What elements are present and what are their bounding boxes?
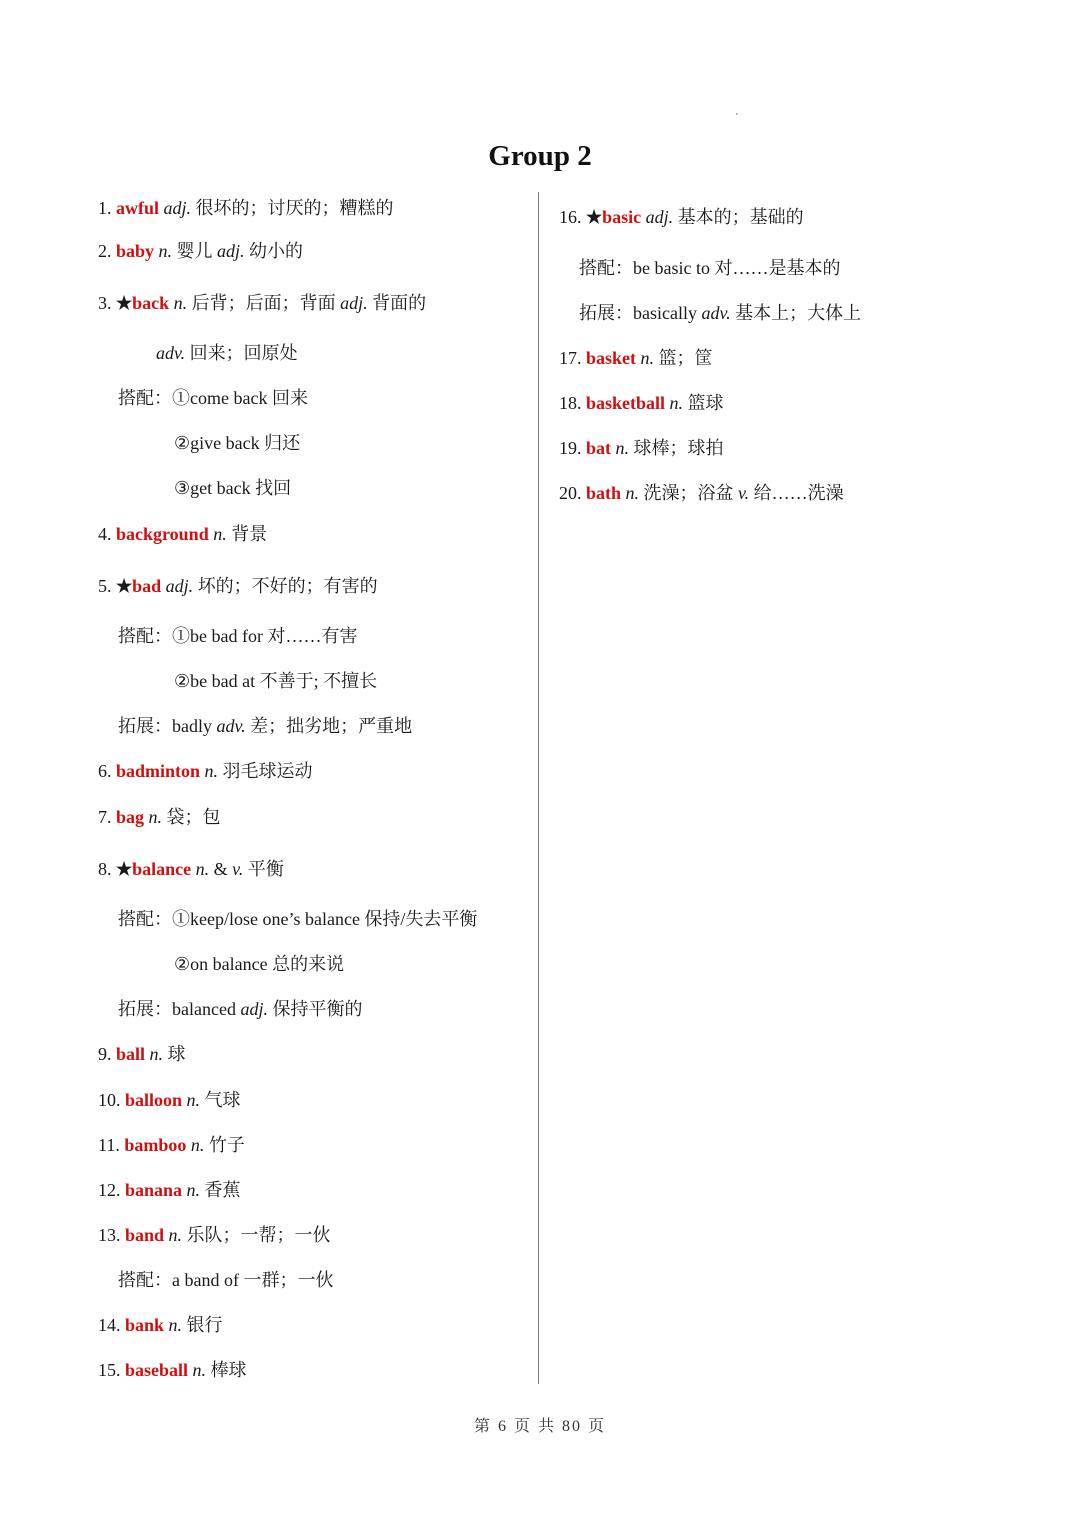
headword: background xyxy=(116,524,209,544)
definition: 后背；后面；背面 xyxy=(187,293,341,313)
entry-number: 16. xyxy=(559,207,582,227)
detail-text: ②on balance 总的来说 xyxy=(174,954,345,974)
vocab-entry xyxy=(98,1042,186,1066)
headword: bamboo xyxy=(124,1135,187,1155)
detail-label: 搭配： xyxy=(118,626,172,646)
entry-number: 8. xyxy=(98,859,112,879)
star-icon: ★ xyxy=(116,859,133,879)
page-footer: 第 6 页 共 80 页 xyxy=(473,1418,606,1435)
headword: baseball xyxy=(125,1360,189,1380)
definition: 背面的 xyxy=(367,293,427,313)
entry-detail-line xyxy=(174,476,291,500)
part-of-speech: n. xyxy=(148,807,163,827)
definition: 坏的；不好的；有害的 xyxy=(193,576,378,596)
part-of-speech: adv. xyxy=(701,303,731,323)
entry-number: 19. xyxy=(559,438,582,458)
definition: 气球 xyxy=(200,1090,241,1110)
entry-detail-line xyxy=(174,952,344,976)
detail-label: 拓展： xyxy=(579,303,633,323)
part-of-speech: n. xyxy=(625,483,640,503)
part-of-speech: n. xyxy=(186,1090,201,1110)
vocab-entry xyxy=(98,1313,223,1337)
star-icon: ★ xyxy=(116,293,133,313)
detail-text: ②give back 归还 xyxy=(174,433,301,453)
vocab-entry xyxy=(559,391,724,415)
part-of-speech: n. xyxy=(669,393,684,413)
detail-text: ③get back 找回 xyxy=(174,478,292,498)
detail-label: 搭配： xyxy=(118,1270,172,1290)
headword: badminton xyxy=(116,761,201,781)
part-of-speech: n. xyxy=(195,859,210,879)
part-of-speech: n. xyxy=(149,1044,164,1064)
definition: 平衡 xyxy=(243,859,284,879)
detail-label: 搭配： xyxy=(118,909,172,929)
vocab-entry xyxy=(98,1223,331,1247)
part-of-speech: n. xyxy=(190,1135,205,1155)
vocab-entry xyxy=(98,857,284,881)
headword: bank xyxy=(125,1315,165,1335)
entry-detail-line xyxy=(118,624,357,648)
vocab-entry xyxy=(98,1133,245,1157)
entry-number: 3. xyxy=(98,293,112,313)
vocab-entry xyxy=(98,759,313,783)
entry-number: 9. xyxy=(98,1044,112,1064)
headword: basketball xyxy=(586,393,666,413)
part-of-speech: n. xyxy=(615,438,630,458)
entry-detail-line xyxy=(118,997,362,1021)
entry-number: 20. xyxy=(559,483,582,503)
definition: 羽毛球运动 xyxy=(218,761,313,781)
part-of-speech: n. xyxy=(158,241,173,261)
headword: banana xyxy=(125,1180,183,1200)
definition: 篮；筐 xyxy=(654,348,713,368)
vocab-entry xyxy=(98,1178,241,1202)
entry-detail-line xyxy=(579,256,840,280)
entry-number: 4. xyxy=(98,524,112,544)
detail-text: ①be bad for 对……有害 xyxy=(172,626,358,646)
part-of-speech: adv. xyxy=(216,716,246,736)
part-of-speech: n. xyxy=(204,761,219,781)
part-of-speech: adv. xyxy=(156,343,186,363)
part-of-speech: v. xyxy=(232,859,244,879)
entry-number: 13. xyxy=(98,1225,121,1245)
entry-number: 6. xyxy=(98,761,112,781)
entry-detail-line xyxy=(118,714,412,738)
headword: bad xyxy=(132,576,162,596)
detail-label: 搭配： xyxy=(118,388,172,408)
part-of-speech: n. xyxy=(186,1180,201,1200)
star-icon: ★ xyxy=(116,576,133,596)
headword: bag xyxy=(116,807,145,827)
vocab-entry xyxy=(98,522,267,546)
definition: 背景 xyxy=(226,524,268,544)
vocab-entry xyxy=(98,1358,247,1382)
definition: 给……洗澡 xyxy=(749,483,844,503)
part-of-speech: adj. xyxy=(340,293,368,313)
part-of-speech: n. xyxy=(173,293,188,313)
entry-number: 12. xyxy=(98,1180,121,1200)
detail-text: 基本上；大体上 xyxy=(730,303,862,323)
definition: 很坏的；讨厌的；糟糕的 xyxy=(191,198,394,218)
entry-number: 17. xyxy=(559,348,582,368)
definition: 洗澡；浴盆 xyxy=(639,483,739,503)
part-of-speech: n. xyxy=(168,1315,183,1335)
detail-text: ①keep/lose one’s balance 保持/失去平衡 xyxy=(172,909,478,929)
headword: balance xyxy=(132,859,192,879)
headword: basic xyxy=(602,207,642,227)
detail-text: 保持平衡的 xyxy=(267,999,363,1019)
part-of-speech: n. xyxy=(192,1360,207,1380)
headword: ball xyxy=(116,1044,146,1064)
definition: 基本的；基础的 xyxy=(673,207,804,227)
vocab-entry xyxy=(98,805,221,829)
entry-number: 5. xyxy=(98,576,112,596)
part-of-speech: adj. xyxy=(240,999,268,1019)
part-of-speech: n. xyxy=(168,1225,183,1245)
entry-detail-line xyxy=(118,386,308,410)
headword: bat xyxy=(586,438,612,458)
speck xyxy=(736,113,738,115)
headword: baby xyxy=(116,241,155,261)
detail-text: badly xyxy=(172,716,217,736)
detail-text: ①come back 回来 xyxy=(172,388,308,408)
definition: & xyxy=(209,859,233,879)
vocab-entry xyxy=(98,574,378,598)
vocab-entry xyxy=(98,291,426,315)
part-of-speech: adj. xyxy=(217,241,245,261)
entry-number: 10. xyxy=(98,1090,121,1110)
entry-detail-line xyxy=(118,907,477,931)
part-of-speech: adj. xyxy=(163,198,192,218)
entry-detail-line xyxy=(579,301,861,325)
detail-text: balanced xyxy=(172,999,241,1019)
headword: balloon xyxy=(125,1090,183,1110)
definition: 香蕉 xyxy=(200,1180,241,1200)
detail-text: a band of 一群；一伙 xyxy=(172,1270,334,1290)
detail-label: 拓展： xyxy=(118,716,172,736)
vocab-entry xyxy=(98,239,303,263)
entry-detail-line xyxy=(118,1268,333,1292)
vocab-entry xyxy=(98,1088,241,1112)
entry-number: 7. xyxy=(98,807,112,827)
definition: 幼小的 xyxy=(244,241,304,261)
entry-detail-line xyxy=(156,341,298,365)
headword: basket xyxy=(586,348,637,368)
entry-number: 1. xyxy=(98,198,112,218)
vocab-entry xyxy=(559,346,713,370)
vocab-entry xyxy=(559,205,804,229)
detail-label: 搭配： xyxy=(579,258,633,278)
definition: 棒球 xyxy=(206,1360,247,1380)
entry-detail-line xyxy=(174,669,377,693)
headword: back xyxy=(132,293,170,313)
entry-number: 18. xyxy=(559,393,582,413)
detail-text: 回来；回原处 xyxy=(185,343,298,363)
detail-text: basically xyxy=(633,303,702,323)
detail-label: 拓展： xyxy=(118,999,172,1019)
part-of-speech: adj. xyxy=(645,207,674,227)
column-divider xyxy=(538,192,539,1384)
part-of-speech: n. xyxy=(213,524,227,544)
headword: band xyxy=(125,1225,165,1245)
part-of-speech: n. xyxy=(640,348,655,368)
definition: 婴儿 xyxy=(172,241,218,261)
vocab-entry xyxy=(98,196,394,220)
part-of-speech: adj. xyxy=(165,576,194,596)
definition: 银行 xyxy=(182,1315,223,1335)
definition: 球 xyxy=(163,1044,186,1064)
definition: 篮球 xyxy=(683,393,724,413)
vocab-entry xyxy=(559,436,724,460)
definition: 竹子 xyxy=(204,1135,245,1155)
definition: 袋；包 xyxy=(162,807,221,827)
entry-number: 15. xyxy=(98,1360,121,1380)
star-icon: ★ xyxy=(586,207,603,227)
detail-text: be basic to 对……是基本的 xyxy=(633,258,841,278)
definition: 乐队；一帮；一伙 xyxy=(182,1225,331,1245)
entry-number: 2. xyxy=(98,241,112,261)
entry-detail-line xyxy=(174,431,300,455)
vocab-entry xyxy=(559,481,844,505)
part-of-speech: v. xyxy=(738,483,750,503)
headword: awful xyxy=(116,198,160,218)
detail-text: 差；拙劣地；严重地 xyxy=(245,716,413,736)
headword: bath xyxy=(586,483,622,503)
detail-text: ②be bad at 不善于; 不擅长 xyxy=(174,671,378,691)
page-title: Group 2 xyxy=(488,140,592,172)
entry-number: 11. xyxy=(98,1135,120,1155)
definition: 球棒；球拍 xyxy=(629,438,724,458)
entry-number: 14. xyxy=(98,1315,121,1335)
